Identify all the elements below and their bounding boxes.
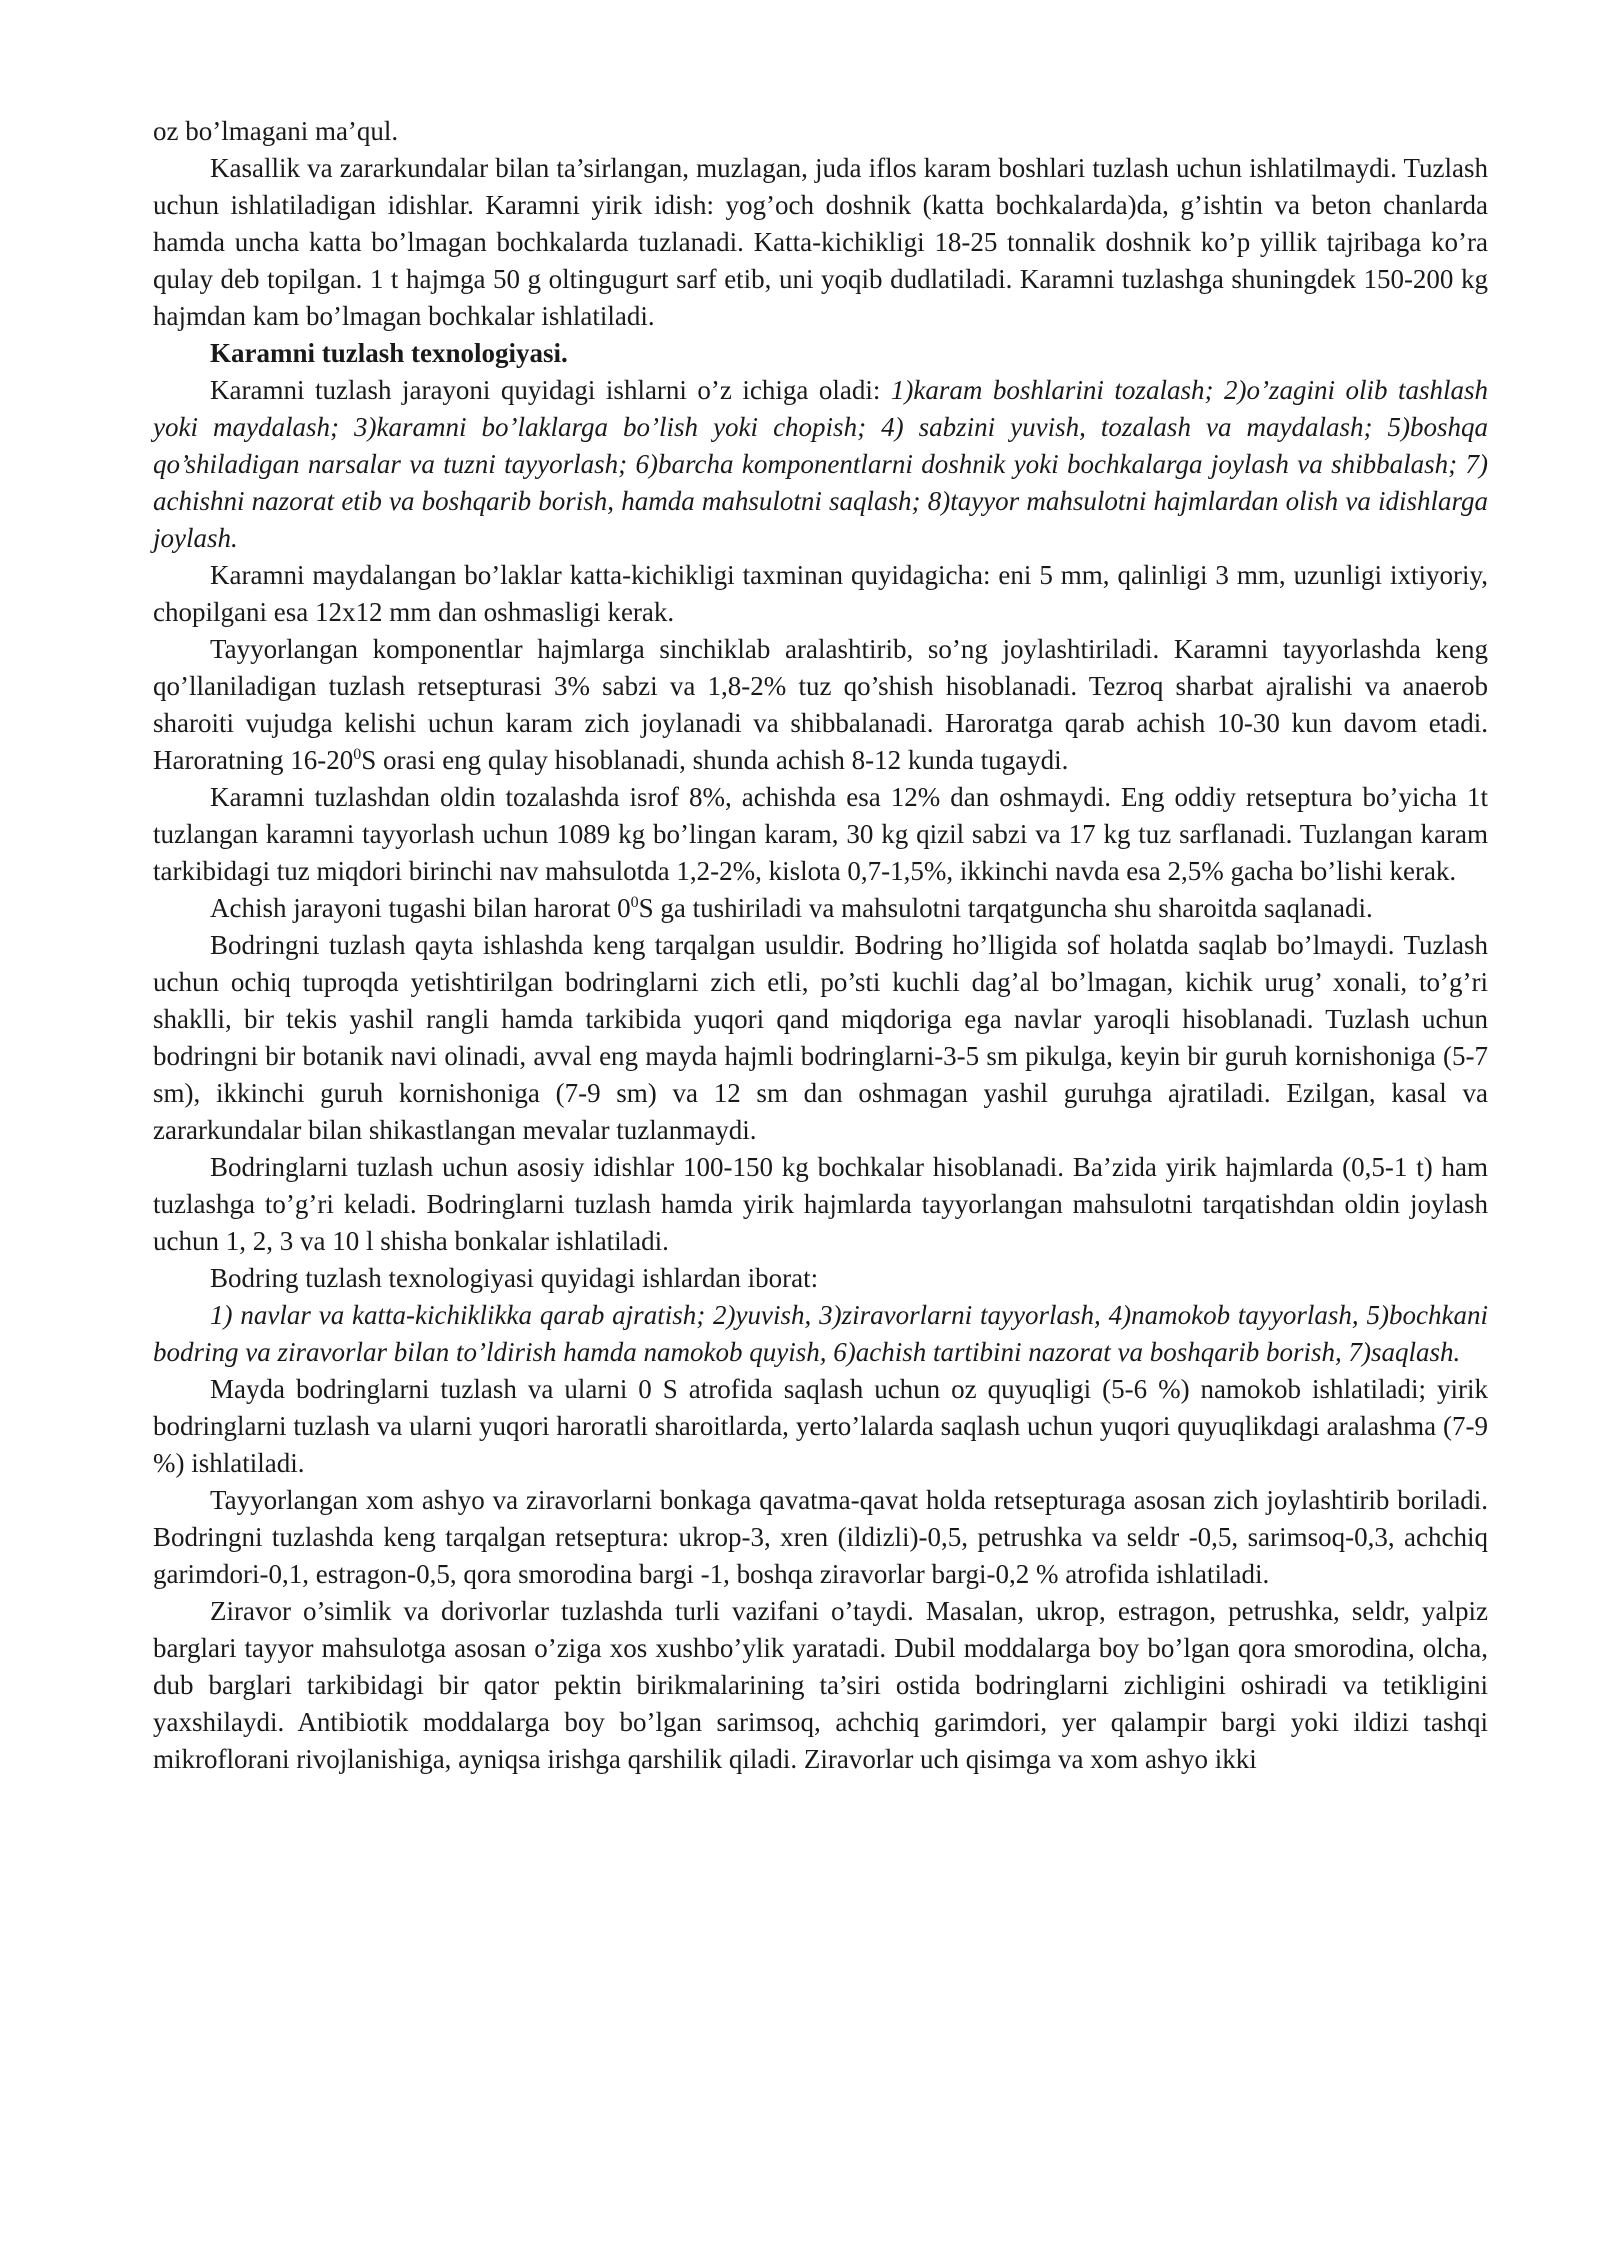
paragraph-cucumber-containers: Bodringlarni tuzlash uchun asosiy idishlar 100-150 kg bochkalar hisoblanadi. Ba’zida yirik hajmlarda (0,5-1 t) ham tuzlashga to’g’ri keladi. Bodringlarni tuzlash hamda yirik hajmlarda tayyorlangan mahsulotni tarqatishdan oldin joylash uchun 1, 2, 3 va 10 l shisha bonkalar ishlatiladi. xyxy=(153,1152,1488,1256)
paragraph-cabbage-process xyxy=(153,372,1488,557)
components-text-b: S orasi eng qulay hisoblanadi, shunda achish 8-12 kunda tugaydi. xyxy=(361,745,1069,775)
paragraph-components xyxy=(153,631,1488,779)
paragraph-spices: Ziravor o’simlik va dorivorlar tuzlashda turli vazifani o’taydi. Masalan, ukrop, estragon, petrushka, seldr, yalpiz barglari tayyor mahsulotga asosan o’ziga xos xushbo’ylik yaratadi. Dubil moddalarga boy bo’lgan qora smorodina, olcha, dub barglari tarkibidagi bir qator pektin birikmalarining ta’siri ostida bodringlarni zichligini oshiradi va tetikligini yaxshilaydi. Antibiotik moddalarga boy bo’lgan sarimsoq, achchiq garimdori, yer qalampir bargi yoki ildizi tashqi mikroflorani rivojlanishiga, ayniqsa irishga qarshilik qiladi. Ziravorlar uch qisimga va xom ashyo ikki xyxy=(153,1596,1488,1774)
process-steps-list: 1)karam boshlarini tozalash; 2)o’zagini olib tashlash yoki maydalash; 3)karamni bo’laklarga bo’lish yoki chopish; 4) sabzini yuvish, tozalash va maydalash; 5)boshqa qo’shiladigan narsalar va tuzni tayyorlash; 6)barcha komponentlarni doshnik yoki bochkalarga joylash va shibbalash; 7) achishni nazorat etib va boshqarib borish, hamda mahsulotni saqlash; 8)tayyor mahsulotni hajmlardan olish va idishlarga joylash. xyxy=(153,375,1488,553)
paragraph-piece-sizes: Karamni maydalangan bo’laklar katta-kichikligi taxminan quyidagicha: eni 5 mm, qalinligi 3 mm, uzunligi ixtiyoriy, chopilgani esa 12x12 mm dan oshmasligi kerak. xyxy=(153,560,1488,627)
paragraph-unsuitable-cabbage: Kasallik va zararkundalar bilan ta’sirlangan, muzlagan, juda iflos karam boshlari tuzlash uchun ishlatilmaydi. Tuzlash uchun ishlatiladigan idishlar. Karamni yirik idish: yog’och doshnik (katta bochkalarda)da, g’ishtin va beton chanlarda hamda uncha katta bo’lmagan bochkalarda tuzlanadi. Katta-kichikligi 18-25 tonnalik doshnik ko’p yillik tajribaga ko’ra qulay deb topilgan. 1 t hajmga 50 g oltingugurt sarf etib, uni yoqib dudlatiladi. Karamni tuzlashga shuningdek 150-200 kg hajmdan kam bo’lmagan bochkalar ishlatiladi. xyxy=(153,153,1488,331)
section-heading-cabbage-technology: Karamni tuzlash texnologiyasi. xyxy=(210,338,568,368)
paragraph-brine: Mayda bodringlarni tuzlash va ularni 0 S atrofida saqlash uchun oz quyuqligi (5-6 %) namokob ishlatiladi; yirik bodringlarni tuzlash va ularni yuqori haroratli sharoitlarda, yerto’lalarda saqlash uchun yuqori quyuqlikdagi aralashma (7-9 %) ishlatiladi. xyxy=(153,1374,1488,1478)
fermentation-text-a: Achish jarayoni tugashi bilan harorat 0 xyxy=(210,893,631,923)
paragraph-cucumber-pickling: Bodringni tuzlash qayta ishlashda keng tarqalgan usuldir. Bodring ho’lligida sof holatda saqlab bo’lmaydi. Tuzlash uchun ochiq tuproqda yetishtirilgan bodringlarni zich etli, po’sti kuchli dag’al bo’lmagan, kichik urug’ xonali, to’g’ri shaklli, bir tekis yashil rangli hamda tarkibida yuqori qand miqdoriga ega navlar yaroqli hisoblanadi. Tuzlash uchun bodringni bir botanik navi olinadi, avval eng mayda hajmli bodringlarni-3-5 sm pikulga, keyin bir guruh kornishoniga (5-7 sm), ikkinchi guruh kornishoniga (7-9 sm) va 12 sm dan oshmagan yashil guruhga ajratiladi. Ezilgan, kasal va zararkundalar bilan shikastlangan mevalar tuzlanmaydi. xyxy=(153,930,1488,1145)
paragraph-recipe: Tayyorlangan xom ashyo va ziravorlarni bonkaga qavatma-qavat holda retsepturaga asosan zich joylashtirib boriladi. Bodringni tuzlashda keng tarqalgan retseptura: ukrop-3, xren (ildizli)-0,5, petrushka va seldr -0,5, sarimsoq-0,3, achchiq garimdori-0,1, estragon-0,5, qora smorodina bargi -1, boshqa ziravorlar bargi-0,2 % atrofida ishlatiladi. xyxy=(153,1485,1488,1589)
paragraph-losses: Karamni tuzlashdan oldin tozalashda isrof 8%, achishda esa 12% dan oshmaydi. Eng oddiy retseptura bo’yicha 1t tuzlangan karamni tayyorlash uchun 1089 kg bo’lingan karam, 30 kg qizil sabzi va 17 kg tuz sarflanadi. Tuzlangan karam tarkibidagi tuz miqdori birinchi nav mahsulotda 1,2-2%, kislota 0,7-1,5%, ikkinchi navda esa 2,5% gacha bo’lishi kerak. xyxy=(153,782,1488,886)
paragraph-fermentation-end xyxy=(153,890,1488,927)
process-lead-text: Karamni tuzlash jarayoni quyidagi ishlarni o’z ichiga oladi: xyxy=(210,375,891,405)
document-body xyxy=(153,113,1488,1778)
fermentation-text-b: S ga tushiriladi va mahsulotni tarqatguncha shu sharoitda saqlanadi. xyxy=(638,893,1373,923)
degree-superscript: 0 xyxy=(353,746,362,763)
components-text-a: Tayyorlangan komponentlar hajmlarga sinchiklab aralashtirib, so’ng joylashtiriladi. Karamni tayyorlashda keng qo’llaniladigan tuzlash retsepturasi 3% sabzi va 1,8-2% tuz qo’shish hisoblanadi. Tezroq sharbat ajralishi va anaerob sharoiti vujudga kelishi uchun karam zich joylanadi va shibbalanadi. Haroratga qarab achish 10-30 kun davom etadi. Haroratning 16-20 xyxy=(153,634,1488,775)
paragraph-cucumber-steps: 1) navlar va katta-kichiklikka qarab ajratish; 2)yuvish, 3)ziravorlarni tayyorlash, 4)namokob tayyorlash, 5)bochkani bodring va ziravorlar bilan to’ldirish hamda namokob quyish, 6)achish tartibini nazorat va boshqarib borish, 7)saqlash. xyxy=(153,1300,1488,1367)
degree-superscript: 0 xyxy=(630,894,639,911)
paragraph-cucumber-technology: Bodring tuzlash texnologiyasi quyidagi ishlardan iborat: xyxy=(210,1263,819,1293)
paragraph-continuation: oz bo’lmagani ma’qul. xyxy=(153,116,399,146)
